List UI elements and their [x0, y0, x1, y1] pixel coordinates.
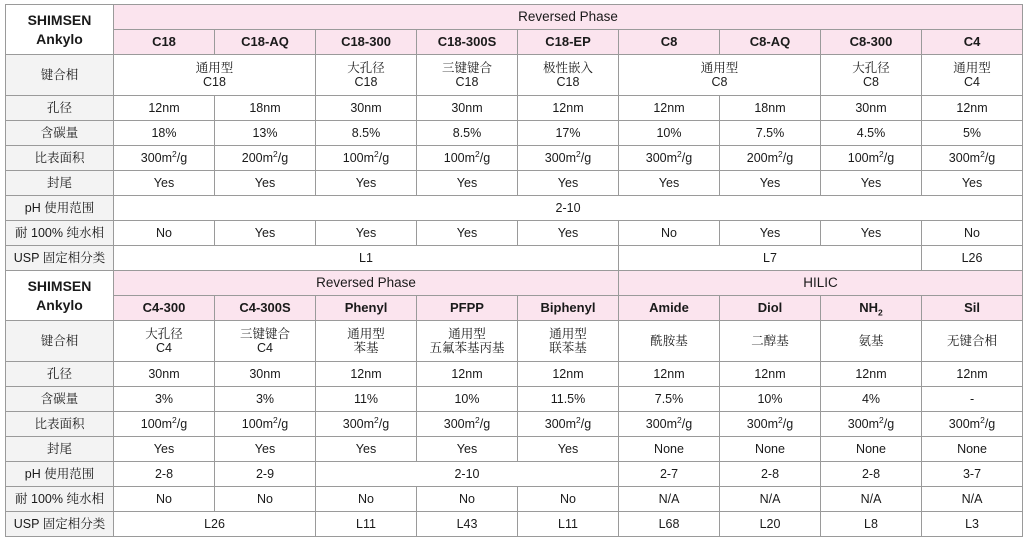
group-header-1: Reversed Phase	[114, 271, 619, 296]
data-cell: 2-10	[316, 462, 619, 487]
table-row	[6, 512, 1023, 537]
row-label: USP 固定相分类	[6, 512, 114, 537]
data-cell: 4.5%	[821, 121, 922, 146]
data-cell: Yes	[215, 221, 316, 246]
data-cell: 11.5%	[518, 387, 619, 412]
data-cell: 通用型 C18	[114, 55, 316, 96]
data-cell: 30nm	[316, 96, 417, 121]
group-header-2: HILIC	[619, 271, 1023, 296]
data-cell: $300m^2/g$	[619, 146, 720, 171]
data-cell: 30nm	[417, 96, 518, 121]
table-row	[6, 196, 1023, 221]
table-row	[6, 96, 1023, 121]
data-cell: 大孔径 C4	[114, 321, 215, 362]
table-row	[6, 321, 1023, 362]
row-label: 含碳量	[6, 387, 114, 412]
group-header-1: Reversed Phase	[114, 5, 1023, 30]
data-cell: $300m^2/g$	[316, 412, 417, 437]
column-header-c8: C8	[619, 30, 720, 55]
data-cell: None	[619, 437, 720, 462]
data-cell: Yes	[619, 171, 720, 196]
column-header-c4-300: C4-300	[114, 296, 215, 321]
column-header-c4-300s: C4-300S	[215, 296, 316, 321]
data-cell: No	[316, 487, 417, 512]
table-row	[6, 362, 1023, 387]
column-header-diol: Diol	[720, 296, 821, 321]
data-cell: Yes	[215, 171, 316, 196]
data-cell: Yes	[114, 437, 215, 462]
data-cell: 通用型 苯基	[316, 321, 417, 362]
data-cell: No	[518, 487, 619, 512]
data-cell: 8.5%	[316, 121, 417, 146]
data-cell: 10%	[619, 121, 720, 146]
data-cell: 3%	[114, 387, 215, 412]
data-cell: 3%	[215, 387, 316, 412]
table-row	[6, 387, 1023, 412]
data-cell: 8.5%	[417, 121, 518, 146]
data-cell: $300m^2/g$	[922, 146, 1023, 171]
table-row	[6, 437, 1023, 462]
data-cell: Yes	[720, 171, 821, 196]
data-cell: N/A	[720, 487, 821, 512]
column-header-pfpp: PFPP	[417, 296, 518, 321]
data-cell: Yes	[417, 437, 518, 462]
data-cell: 30nm	[215, 362, 316, 387]
column-header-row	[6, 30, 1023, 55]
row-label: 键合相	[6, 321, 114, 362]
data-cell: Yes	[518, 437, 619, 462]
data-cell: N/A	[619, 487, 720, 512]
row-label: pH 使用范围	[6, 462, 114, 487]
data-cell: Yes	[316, 171, 417, 196]
data-cell: 二醇基	[720, 321, 821, 362]
data-cell: Yes	[720, 221, 821, 246]
column-header-c8-aq: C8-AQ	[720, 30, 821, 55]
table-row	[6, 412, 1023, 437]
row-label: 比表面积	[6, 412, 114, 437]
data-cell: 17%	[518, 121, 619, 146]
data-cell: 大孔径 C8	[821, 55, 922, 96]
data-cell: No	[114, 221, 215, 246]
data-cell: Yes	[821, 171, 922, 196]
data-cell: 2-8	[114, 462, 215, 487]
data-cell: None	[720, 437, 821, 462]
row-label: 含碳量	[6, 121, 114, 146]
data-cell: $100m^2/g$	[417, 146, 518, 171]
data-cell: $100m^2/g$	[316, 146, 417, 171]
data-cell: $100m^2/g$	[114, 412, 215, 437]
column-header-c18-aq: C18-AQ	[215, 30, 316, 55]
data-cell: $200m^2/g$	[720, 146, 821, 171]
data-cell: $300m^2/g$	[518, 146, 619, 171]
data-cell: 三键键合 C18	[417, 55, 518, 96]
data-cell: Yes	[518, 171, 619, 196]
data-cell: 30nm	[114, 362, 215, 387]
data-cell: $300m^2/g$	[518, 412, 619, 437]
data-cell: None	[922, 437, 1023, 462]
row-label: pH 使用范围	[6, 196, 114, 221]
data-cell: 10%	[417, 387, 518, 412]
table-row	[6, 55, 1023, 96]
data-cell: 12nm	[417, 362, 518, 387]
column-header-phenyl: Phenyl	[316, 296, 417, 321]
data-cell: $300m^2/g$	[114, 146, 215, 171]
data-cell: $300m^2/g$	[720, 412, 821, 437]
row-label: 封尾	[6, 437, 114, 462]
data-cell: -	[922, 387, 1023, 412]
data-cell: 2-8	[720, 462, 821, 487]
data-cell: L11	[316, 512, 417, 537]
data-cell: Yes	[316, 437, 417, 462]
data-cell: 12nm	[114, 96, 215, 121]
column-header-c18-300: C18-300	[316, 30, 417, 55]
column-header-amide: Amide	[619, 296, 720, 321]
row-label: 耐 100% 纯水相	[6, 487, 114, 512]
data-cell: Yes	[518, 221, 619, 246]
data-cell: $300m^2/g$	[417, 412, 518, 437]
data-cell: 18nm	[720, 96, 821, 121]
column-header-c18-300s: C18-300S	[417, 30, 518, 55]
data-cell: 12nm	[922, 96, 1023, 121]
data-cell: 大孔径 C18	[316, 55, 417, 96]
data-cell: 3-7	[922, 462, 1023, 487]
row-label: 孔径	[6, 362, 114, 387]
data-cell: Yes	[821, 221, 922, 246]
data-cell: 极性嵌入 C18	[518, 55, 619, 96]
group-header-row	[6, 5, 1023, 30]
data-cell: 7.5%	[720, 121, 821, 146]
data-cell: 11%	[316, 387, 417, 412]
data-cell: 5%	[922, 121, 1023, 146]
table-row	[6, 221, 1023, 246]
data-cell: 12nm	[720, 362, 821, 387]
data-cell: N/A	[821, 487, 922, 512]
data-cell: 13%	[215, 121, 316, 146]
data-cell: 12nm	[821, 362, 922, 387]
data-cell: 30nm	[821, 96, 922, 121]
data-cell: Yes	[215, 437, 316, 462]
row-label: 比表面积	[6, 146, 114, 171]
column-header-c4: C4	[922, 30, 1023, 55]
group-header-row	[6, 271, 1023, 296]
data-cell: 无键合相	[922, 321, 1023, 362]
data-cell: $100m^2/g$	[215, 412, 316, 437]
data-cell: L26	[922, 246, 1023, 271]
table-row	[6, 487, 1023, 512]
row-label: 键合相	[6, 55, 114, 96]
data-cell: L43	[417, 512, 518, 537]
data-cell: 12nm	[619, 96, 720, 121]
data-cell: L7	[619, 246, 922, 271]
data-cell: 通用型 C4	[922, 55, 1023, 96]
data-cell: None	[821, 437, 922, 462]
data-cell: Yes	[922, 171, 1023, 196]
data-cell: 2-10	[114, 196, 1023, 221]
data-cell: 氨基	[821, 321, 922, 362]
data-cell: Yes	[417, 221, 518, 246]
table-row	[6, 171, 1023, 196]
table-row	[6, 121, 1023, 146]
data-cell: L1	[114, 246, 619, 271]
data-cell: L3	[922, 512, 1023, 537]
data-cell: 12nm	[518, 362, 619, 387]
data-cell: N/A	[922, 487, 1023, 512]
data-cell: 2-9	[215, 462, 316, 487]
data-cell: 12nm	[518, 96, 619, 121]
data-cell: No	[417, 487, 518, 512]
row-label: 封尾	[6, 171, 114, 196]
column-header-row	[6, 296, 1023, 321]
brand-cell: SHIMSEN Ankylo	[6, 271, 114, 321]
data-cell: Yes	[114, 171, 215, 196]
data-cell: L68	[619, 512, 720, 537]
data-cell: 12nm	[619, 362, 720, 387]
data-cell: 12nm	[316, 362, 417, 387]
data-cell: 通用型 C8	[619, 55, 821, 96]
data-cell: 酰胺基	[619, 321, 720, 362]
data-cell: 18%	[114, 121, 215, 146]
data-cell: 12nm	[922, 362, 1023, 387]
data-cell: 2-7	[619, 462, 720, 487]
column-header-sil: Sil	[922, 296, 1023, 321]
row-label: 孔径	[6, 96, 114, 121]
data-cell: 2-8	[821, 462, 922, 487]
data-cell: $100m^2/g$	[821, 146, 922, 171]
data-cell: $200m^2/g$	[215, 146, 316, 171]
data-cell: 4%	[821, 387, 922, 412]
data-cell: No	[215, 487, 316, 512]
row-label: 耐 100% 纯水相	[6, 221, 114, 246]
column-header-biphenyl: Biphenyl	[518, 296, 619, 321]
table-row	[6, 246, 1023, 271]
data-cell: 18nm	[215, 96, 316, 121]
brand-cell: SHIMSEN Ankylo	[6, 5, 114, 55]
data-cell: 7.5%	[619, 387, 720, 412]
column-specification-table	[5, 4, 1023, 537]
data-cell: No	[114, 487, 215, 512]
data-cell: Yes	[417, 171, 518, 196]
column-header-c18: C18	[114, 30, 215, 55]
data-cell: L26	[114, 512, 316, 537]
data-cell: 三键键合 C4	[215, 321, 316, 362]
data-cell: L20	[720, 512, 821, 537]
data-cell: $300m^2/g$	[619, 412, 720, 437]
column-header-c8-300: C8-300	[821, 30, 922, 55]
data-cell: Yes	[316, 221, 417, 246]
data-cell: $300m^2/g$	[922, 412, 1023, 437]
row-label: USP 固定相分类	[6, 246, 114, 271]
column-header-c18-ep: C18-EP	[518, 30, 619, 55]
data-cell: 10%	[720, 387, 821, 412]
column-header-nh2: $NH_2$	[821, 296, 922, 321]
data-cell: No	[922, 221, 1023, 246]
data-cell: $300m^2/g$	[821, 412, 922, 437]
data-cell: 通用型 五氟苯基丙基	[417, 321, 518, 362]
data-cell: L8	[821, 512, 922, 537]
data-cell: L11	[518, 512, 619, 537]
data-cell: 通用型 联苯基	[518, 321, 619, 362]
data-cell: No	[619, 221, 720, 246]
table-body	[6, 5, 1023, 537]
table-row	[6, 146, 1023, 171]
spec-table-sheet	[0, 4, 1027, 541]
table-row	[6, 462, 1023, 487]
